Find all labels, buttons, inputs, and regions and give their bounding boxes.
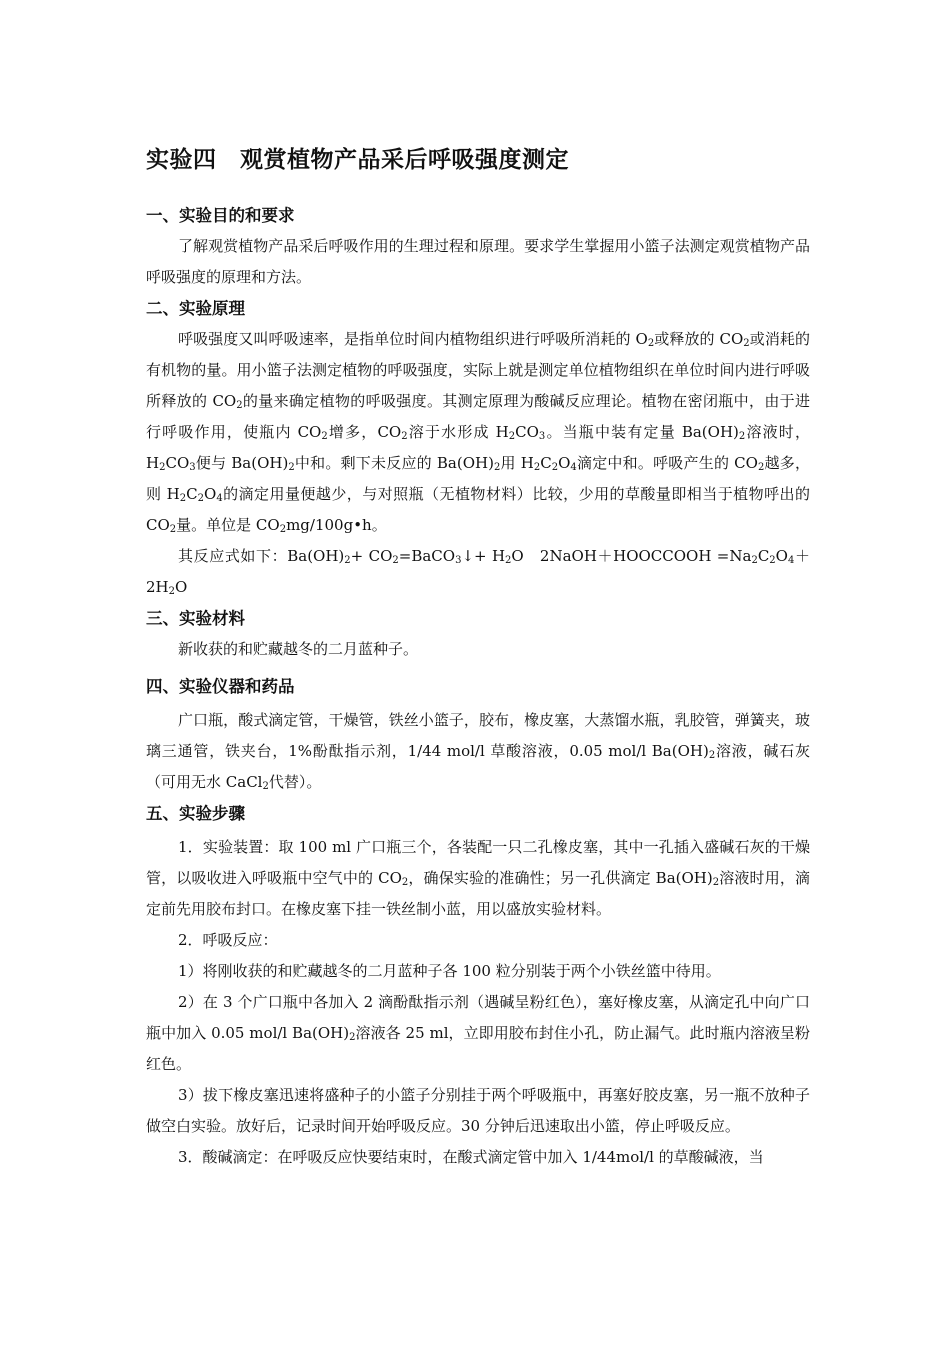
page-title: 实验四 观赏植物产品采后呼吸强度测定 bbox=[146, 147, 569, 173]
section-heading-principle: 二、实验原理 bbox=[146, 299, 245, 318]
section-heading-equipment: 四、实验仪器和药品 bbox=[146, 677, 295, 696]
paragraph-purpose: 了解观赏植物产品采后呼吸作用的生理过程和原理。要求学生掌握用小篮子法测定观赏植物产品呼吸强度的原理和方法。 bbox=[146, 237, 810, 286]
paragraph-procedure-reaction: 2．呼吸反应： bbox=[178, 931, 278, 949]
paragraph-equipment: 广口瓶，酸式滴定管，干燥管，铁丝小篮子，胶布，橡皮塞，大蒸馏水瓶，乳胶管，弹簧夹，玻璃三通管，铁夹台，1%酚酞指示剂，1/44 mol/l 草酸溶液，0.05 mol/l $Ba(OH)_2$溶液，碱石灰（可用无水 CaCl$_2$代替）。 bbox=[146, 711, 810, 792]
section-heading-purpose: 一、实验目的和要求 bbox=[146, 206, 295, 225]
paragraph-procedure-step3: 3）拔下橡皮塞迅速将盛种子的小篮子分别挂于两个呼吸瓶中，再塞好胶皮塞，另一瓶不放种子做空白实验。放好后，记录时间开始呼吸反应。30 分钟后迅速取出小篮，停止呼吸反应。 bbox=[146, 1086, 810, 1135]
paragraph-procedure-setup: 1．实验装置：取 100 ml 广口瓶三个，各装配一只二孔橡皮塞，其中一孔插入盛碱石灰的干燥管，以吸收进入呼吸瓶中空气中的 $CO_2$，确保实验的准确性；另一孔供滴定 $Ba(OH)_2$溶液时用，滴定前先用胶布封口。在橡皮塞下挂一铁丝制小蓝，用以盛放实验材料。 bbox=[146, 838, 810, 918]
paragraph-procedure-titration: 3．酸碱滴定：在呼吸反应快要结束时，在酸式滴定管中加入 1/44mol/l 的草酸碱液，当 bbox=[178, 1148, 764, 1166]
paragraph-reaction-equation: 其反应式如下：$Ba(OH)_2+$ $CO_2=BaCO_3↓+ H_2O$ 2NaOH＋HOOCCOOH $=Na_2C_2O_4+2H_2O$ bbox=[146, 547, 810, 597]
section-heading-materials: 三、实验材料 bbox=[146, 609, 245, 628]
section-heading-procedure: 五、实验步骤 bbox=[146, 804, 245, 823]
paragraph-procedure-step1: 1）将刚收获的和贮藏越冬的二月蓝种子各 100 粒分别装于两个小铁丝篮中待用。 bbox=[178, 962, 721, 980]
document-page bbox=[146, 140, 810, 1173]
paragraph-materials: 新收获的和贮藏越冬的二月蓝种子。 bbox=[178, 640, 419, 658]
paragraph-principle: 呼吸强度又叫呼吸速率，是指单位时间内植物组织进行呼吸所消耗的 $O_2$或释放的 $CO_2$或消耗的有机物的量。用小篮子法测定植物的呼吸强度，实际上就是测定单位植物组织在单位时间内进行呼吸所释放的 $CO_2$的量来确定植物的呼吸强度。其测定原理为酸碱反应理论。植物在密闭瓶中，由于进行呼吸作用，使瓶内 $CO_2$增多，$CO_2$溶于水形成 $H_2CO_3$。当瓶中装有定量 $Ba(OH)_2$溶液时，$H_2CO_3$便与 $Ba(OH)_2$中和。剩下未反应的 $Ba(OH)_2$用 $H_2C_2O_4$滴定中和。呼吸产生的 $CO_2$越多，则 $H_2C_2O_4$的滴定用量便越少，与对照瓶（无植物材料）比较，少用的草酸量即相当于植物呼出的 $CO_2$量。单位是 $CO_2mg/100g•h$。 bbox=[146, 330, 810, 535]
paragraph-procedure-step2: 2）在 3 个广口瓶中各加入 2 滴酚酞指示剂（遇碱呈粉红色），塞好橡皮塞，从滴定孔中向广口瓶中加入 0.05 mol/l $Ba(OH)_2$溶液各 25 ml，立即用胶布封住小孔，防止漏气。此时瓶内溶液呈粉红色。 bbox=[146, 993, 810, 1073]
